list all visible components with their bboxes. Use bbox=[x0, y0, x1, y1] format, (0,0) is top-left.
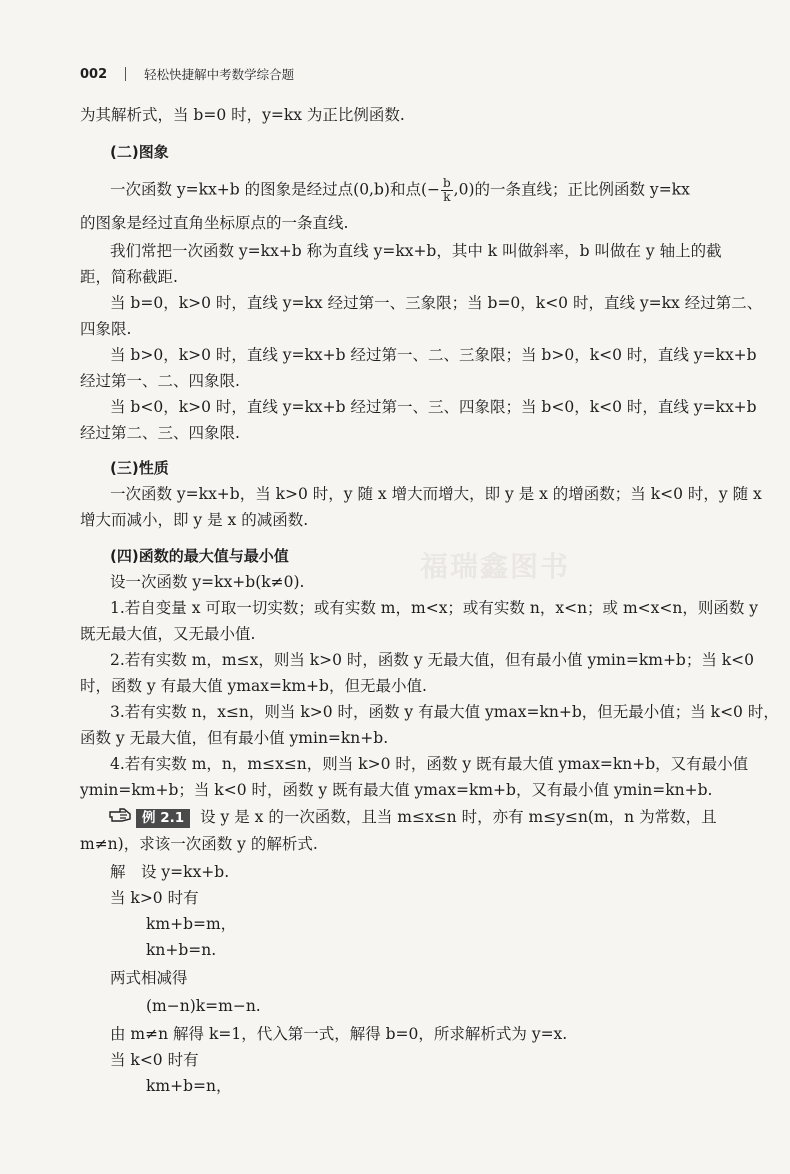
text-line: 为其解析式，当 b=0 时，y=kx 为正比例函数. bbox=[80, 106, 405, 124]
text-line: 增大而减小，即 y 是 x 的减函数. bbox=[80, 511, 309, 529]
book-title: 轻松快捷解中考数学综合题 bbox=[144, 67, 295, 82]
page-header bbox=[80, 63, 294, 85]
text-line: 设一次函数 y=kx+b(k≠0). bbox=[110, 573, 305, 591]
section-heading: (四)函数的最大值与最小值 bbox=[110, 547, 289, 565]
text-line: 1.若自变量 x 可取一切实数；或有实数 m，m<x；或有实数 n，x<n；或 m<x<n，则函数 y bbox=[110, 599, 759, 617]
text-line: 当 b<0，k>0 时，直线 y=kx+b 经过第一、三、四象限；当 b<0，k<0 时，直线 y=kx+b bbox=[110, 398, 757, 416]
example-line bbox=[108, 806, 717, 829]
text-line: 一次函数 y=kx+b，当 k>0 时，y 随 x 增大而增大，即 y 是 x 的增函数；当 k<0 时，y 随 x bbox=[110, 485, 762, 503]
section-heading: (三)性质 bbox=[110, 459, 169, 477]
watermark: 福瑞鑫图书 bbox=[420, 550, 571, 583]
text-line: 4.若有实数 m，n，m≤x≤n，则当 k>0 时，函数 y 既有最大值 ymax=kn+b，又有最小值 bbox=[110, 755, 749, 773]
text-line bbox=[110, 177, 690, 204]
equation-line: km+b=m， bbox=[146, 915, 237, 933]
text-line: 当 k<0 时有 bbox=[110, 1051, 199, 1069]
text-line: 经过第二、三、四象限. bbox=[80, 424, 240, 442]
fraction-denominator: k bbox=[443, 190, 451, 204]
fraction bbox=[441, 177, 453, 204]
text-line: 既无最大值，又无最小值. bbox=[80, 625, 256, 643]
header-divider bbox=[125, 67, 126, 81]
text-line: m≠n)，求该一次函数 y 的解析式. bbox=[80, 835, 318, 853]
text-line: 四象限. bbox=[80, 320, 132, 338]
section-heading: (二)图象 bbox=[110, 143, 169, 161]
text-line: 当 b=0，k>0 时，直线 y=kx 经过第一、三象限；当 b=0，k<0 时，直线 y=kx 经过第二、 bbox=[110, 294, 763, 312]
text-line: 2.若有实数 m，m≤x，则当 k>0 时，函数 y 无最大值，但有最小值 ymin=km+b；当 k<0 bbox=[110, 651, 755, 669]
text-line: 时，函数 y 有最大值 ymax=km+b，但无最小值. bbox=[80, 677, 427, 695]
pointing-hand-icon bbox=[108, 807, 132, 829]
text-line: 当 k>0 时有 bbox=[110, 889, 199, 907]
text-line: ymin=km+b；当 k<0 时，函数 y 既有最大值 ymax=km+b，又有最小值 ymin=kn+b. bbox=[80, 781, 713, 799]
text-line: 距，简称截距. bbox=[80, 268, 178, 286]
text-line: 由 m≠n 解得 k=1，代入第一式，解得 b=0，所求解析式为 y=x. bbox=[110, 1025, 568, 1043]
text-segment: ,0)的一条直线；正比例函数 y=kx bbox=[453, 180, 690, 199]
text-line: 的图象是经过直角坐标原点的一条直线. bbox=[80, 214, 349, 232]
fraction-numerator: b bbox=[442, 176, 451, 190]
text-segment: 设 y 是 x 的一次函数，且当 m≤x≤n 时，亦有 m≤y≤n(m，n 为常数，且 bbox=[200, 808, 717, 826]
text-line: 我们常把一次函数 y=kx+b 称为直线 y=kx+b，其中 k 叫做斜率，b 叫做在 y 轴上的截 bbox=[110, 242, 722, 260]
text-line: 3.若有实数 n，x≤n，则当 k>0 时，函数 y 有最大值 ymax=kn+b，但无最小值；当 k<0 时， bbox=[110, 703, 779, 721]
example-label: 例 2.1 bbox=[136, 809, 190, 828]
equation-line: kn+b=n. bbox=[146, 941, 217, 959]
text-line: 两式相减得 bbox=[110, 969, 188, 987]
text-line: 当 b>0，k>0 时，直线 y=kx+b 经过第一、二、三象限；当 b>0，k<0 时，直线 y=kx+b bbox=[110, 346, 757, 364]
text-line: 函数 y 无最大值，但有最小值 ymin=kn+b. bbox=[80, 729, 389, 747]
page-number: 002 bbox=[80, 66, 108, 82]
solution-line: 解 设 y=kx+b. bbox=[110, 863, 230, 881]
equation-line: km+b=n， bbox=[146, 1077, 232, 1095]
text-segment: 一次函数 y=kx+b 的图象是经过点(0,b)和点(− bbox=[110, 180, 440, 199]
equation-line: (m−n)k=m−n. bbox=[146, 997, 261, 1015]
text-line: 经过第一、二、四象限. bbox=[80, 372, 240, 390]
